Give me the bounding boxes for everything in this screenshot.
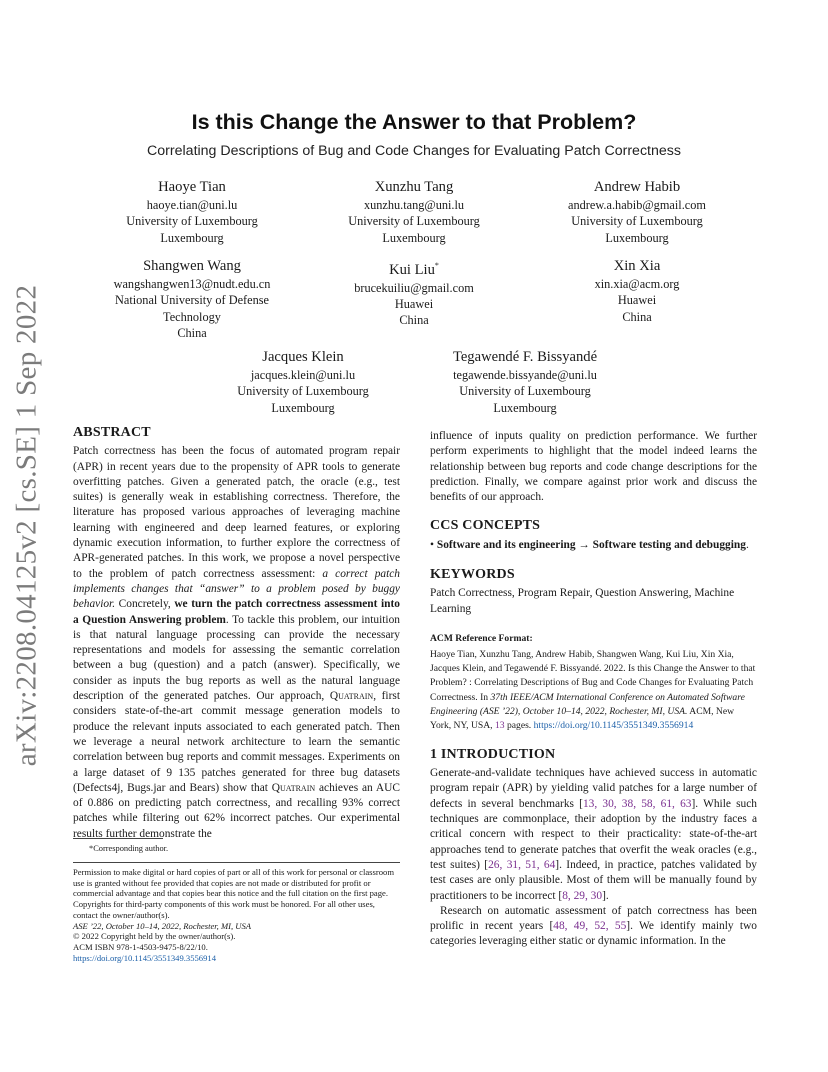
corresponding-mark: * — [434, 261, 439, 270]
author-country: China — [177, 325, 207, 340]
permission-rule — [73, 862, 400, 863]
author-affiliation: Huawei — [617, 293, 657, 308]
acm-reference-heading: ACM Reference Format: — [430, 632, 533, 644]
abstract-heading: ABSTRACT — [73, 425, 151, 440]
arxiv-identifier: arXiv:2208.04125v2 [cs.SE] 1 Sep 2022 — [10, 284, 43, 767]
author-affiliation: University of Luxembourg — [348, 214, 480, 229]
author-affiliation: University of Luxembourg — [126, 214, 258, 229]
author-email: wangshangwen13@nudt.edu.cn — [113, 277, 271, 291]
author-affiliation: National University of Defense — [114, 293, 269, 308]
introduction-paragraph: Research on automatic assessment of patch correctness has been prolific in recent years [48, 49, 52, 55]. We identify mainly two categories leveraging either static or dynamic information. In the — [430, 904, 757, 948]
citation-link[interactable]: 26, 31, 51, 64 — [488, 858, 556, 871]
author-country: China — [622, 309, 652, 324]
author-email: xin.xia@acm.org — [594, 277, 680, 291]
paper-title: Is this Change the Answer to that Problem? — [191, 110, 637, 134]
keywords-heading: KEYWORDS — [430, 567, 515, 583]
author-country: China — [399, 313, 429, 328]
author-name: Jacques Klein — [262, 349, 344, 365]
author-country: Luxembourg — [605, 230, 669, 245]
author-block — [294, 257, 534, 329]
author-block — [72, 178, 312, 246]
paper-subtitle: Correlating Descriptions of Bug and Code Changes for Evaluating Patch Correctness — [147, 143, 681, 159]
author-email: jacques.klein@uni.lu — [250, 368, 356, 382]
author-name: Andrew Habib — [593, 179, 681, 195]
author-block — [517, 178, 757, 246]
author-country: Luxembourg — [271, 400, 335, 415]
citation-link[interactable]: 48, 49, 52, 55 — [553, 920, 627, 933]
doi-link[interactable]: https://doi.org/10.1145/3551349.3556914 — [73, 952, 216, 963]
copyright-line: © 2022 Copyright held by the owner/author(s). — [73, 931, 236, 942]
abstract-key-claim: we turn the patch correctness assessment into a Question Answering problem — [73, 598, 400, 626]
tool-name: Quatrain — [329, 690, 374, 703]
author-country: Luxembourg — [160, 230, 224, 245]
introduction-heading: 1 INTRODUCTION — [430, 746, 556, 762]
venue-line: ASE ’22, October 10–14, 2022, Rochester, MI, USA — [73, 920, 252, 931]
author-affiliation: University of Luxembourg — [459, 384, 591, 399]
citation-link[interactable]: 13, 30, 38, 58, 61, 63 — [582, 797, 692, 810]
author-email: haoye.tian@uni.lu — [146, 198, 238, 212]
author-email: andrew.a.habib@gmail.com — [568, 198, 706, 212]
abstract-emphasis: a correct patch implements changes that “answer” to a problem posed by buggy behavior. — [73, 567, 400, 611]
tool-name: Quatrain — [271, 781, 316, 794]
permission-notice — [73, 867, 400, 963]
acm-reference-text: Haoye Tian, Xunzhu Tang, Andrew Habib, Shangwen Wang, Kui Liu, Xin Xia, Jacques Klein, and Tegawendé F. Bissyandé. 2022. Is this Change the Answer to that Problem? : Correlating Descriptions of Bug and Code Changes for Evaluating Patch Correctness. In 37th IEEE/ACM International Conference on Automated Software Engineering (ASE ’22), October 10–14, 2022, Rochester, MI, USA. ACM, New York, NY, USA, 13 pages. https://doi.org/10.1145/3551349.3556914 — [430, 649, 756, 731]
author-name: Tegawendé F. Bissyandé — [452, 349, 598, 365]
author-country: Luxembourg — [493, 400, 557, 415]
keywords-text: Patch Correctness, Program Repair, Question Answering, Machine Learning — [430, 587, 735, 615]
author-affiliation-cont: Technology — [163, 309, 221, 324]
abstract-continued: influence of inputs quality on prediction performance. We further perform experiments to highlight that the model indeed learns the relationship between bug reports and code change descriptions for the prediction. Finally, we compare against prior work and discuss the benefits of our approach. — [430, 430, 757, 504]
author-name: Xin Xia — [613, 258, 661, 274]
corresponding-author-note: *Corresponding author. — [89, 844, 169, 853]
author-affiliation: University of Luxembourg — [237, 384, 369, 399]
footnote-rule — [73, 838, 163, 839]
author-name: Haoye Tian — [158, 179, 226, 195]
author-block — [72, 257, 312, 341]
author-email: xunzhu.tang@uni.lu — [363, 198, 465, 212]
arxiv-side-stamp — [6, 284, 48, 767]
author-block — [294, 178, 534, 246]
permission-text: Permission to make digital or hard copies of part or all of this work for personal or classroom use is granted without fee provided that copies are not made or distributed for profit or commercial advantage and that copies bear this notice and the full citation on the first page. Copyrights for third-party components of this work must be honored. For all other uses, contact the owner/author(s). — [73, 867, 394, 920]
right-column — [430, 429, 757, 950]
author-name: Shangwen Wang — [143, 258, 241, 274]
author-email: tegawende.bissyande@uni.lu — [453, 368, 597, 382]
page-count[interactable]: 13 — [494, 719, 505, 731]
author-name: Kui Liu — [389, 261, 435, 278]
left-column — [73, 425, 400, 842]
ccs-concepts: • Software and its engineering → Software testing and debugging. — [430, 538, 749, 551]
author-country: Luxembourg — [382, 230, 446, 245]
introduction-paragraph: Generate-and-validate techniques have achieved success in automatic program repair (APR) by yielding valid patches for a large number of defects in several benchmarks [13, 30, 38, 58, 61, 63]. While such techniques are commonplace, their adoption by the industry faces a critical concern with respect to their practicality: state-of-the-art approaches tend to generate patches that overfit the weak oracles (e.g., test suites) [26, 31, 51, 64]. Indeed, in practice, patches validated by test cases are only plausible. Most of them will be manually found by practitioners to be incorrect [8, 29, 30]. — [430, 767, 758, 902]
author-block — [517, 257, 757, 325]
author-email: brucekuiliu@gmail.com — [354, 280, 474, 295]
author-block — [183, 348, 423, 416]
acm-doi-link[interactable]: https://doi.org/10.1145/3551349.3556914 — [533, 719, 694, 731]
author-name: Xunzhu Tang — [374, 179, 454, 195]
isbn-line: ACM ISBN 978-1-4503-9475-8/22/10. — [73, 941, 208, 952]
abstract-text: Patch correctness has been the focus of automated program repair (APR) in recent years due to the propensity of APR tools to generate overfitting patches. Given a generated patch, the oracle (e.g., test suites) is generally weak in establishing correctness. Therefore, the literature has proposed various approaches of leveraging machine learning with engineered and deep learned features, or exploring dynamic execution information, to further explore the correctness of APR-generated patches. In this work, we propose a novel perspective to the problem of patch correctness assessment: a correct patch implements changes that “answer” to a problem posed by buggy behavior. Concretely, we turn the patch correctness assessment into a Question Answering problem. To tackle this problem, our intuition is that natural language processing can provide the necessary representations and models for assessing the semantic correlation between a bug (question) and a patch (answer). Specifically, we consider as inputs the bug reports as well as the natural language description of the generated patches. Our approach, Quatrain, first considers state-of-the-art commit message generation models to produce the relevant inputs associated to each generated patch. Then we leverage a neural network architecture to learn the semantic correlation between bug reports and commit messages. Experiments on a large dataset of 9 135 patches generated for three bug datasets (Defects4j, Bugs.jar and Bears) show that Quatrain achieves an AUC of 0.886 on predicting patch correctness, and recalling 93% correct patches while filtering out 62% incorrect patches. Our experimental results further demonstrate the — [73, 445, 400, 840]
footnote-block — [73, 838, 400, 963]
citation-link[interactable]: 8, 29, 30 — [562, 889, 603, 902]
author-affiliation: Huawei — [394, 297, 434, 312]
author-block — [405, 348, 645, 416]
ccs-heading: CCS CONCEPTS — [430, 518, 541, 534]
author-affiliation: University of Luxembourg — [571, 214, 703, 229]
